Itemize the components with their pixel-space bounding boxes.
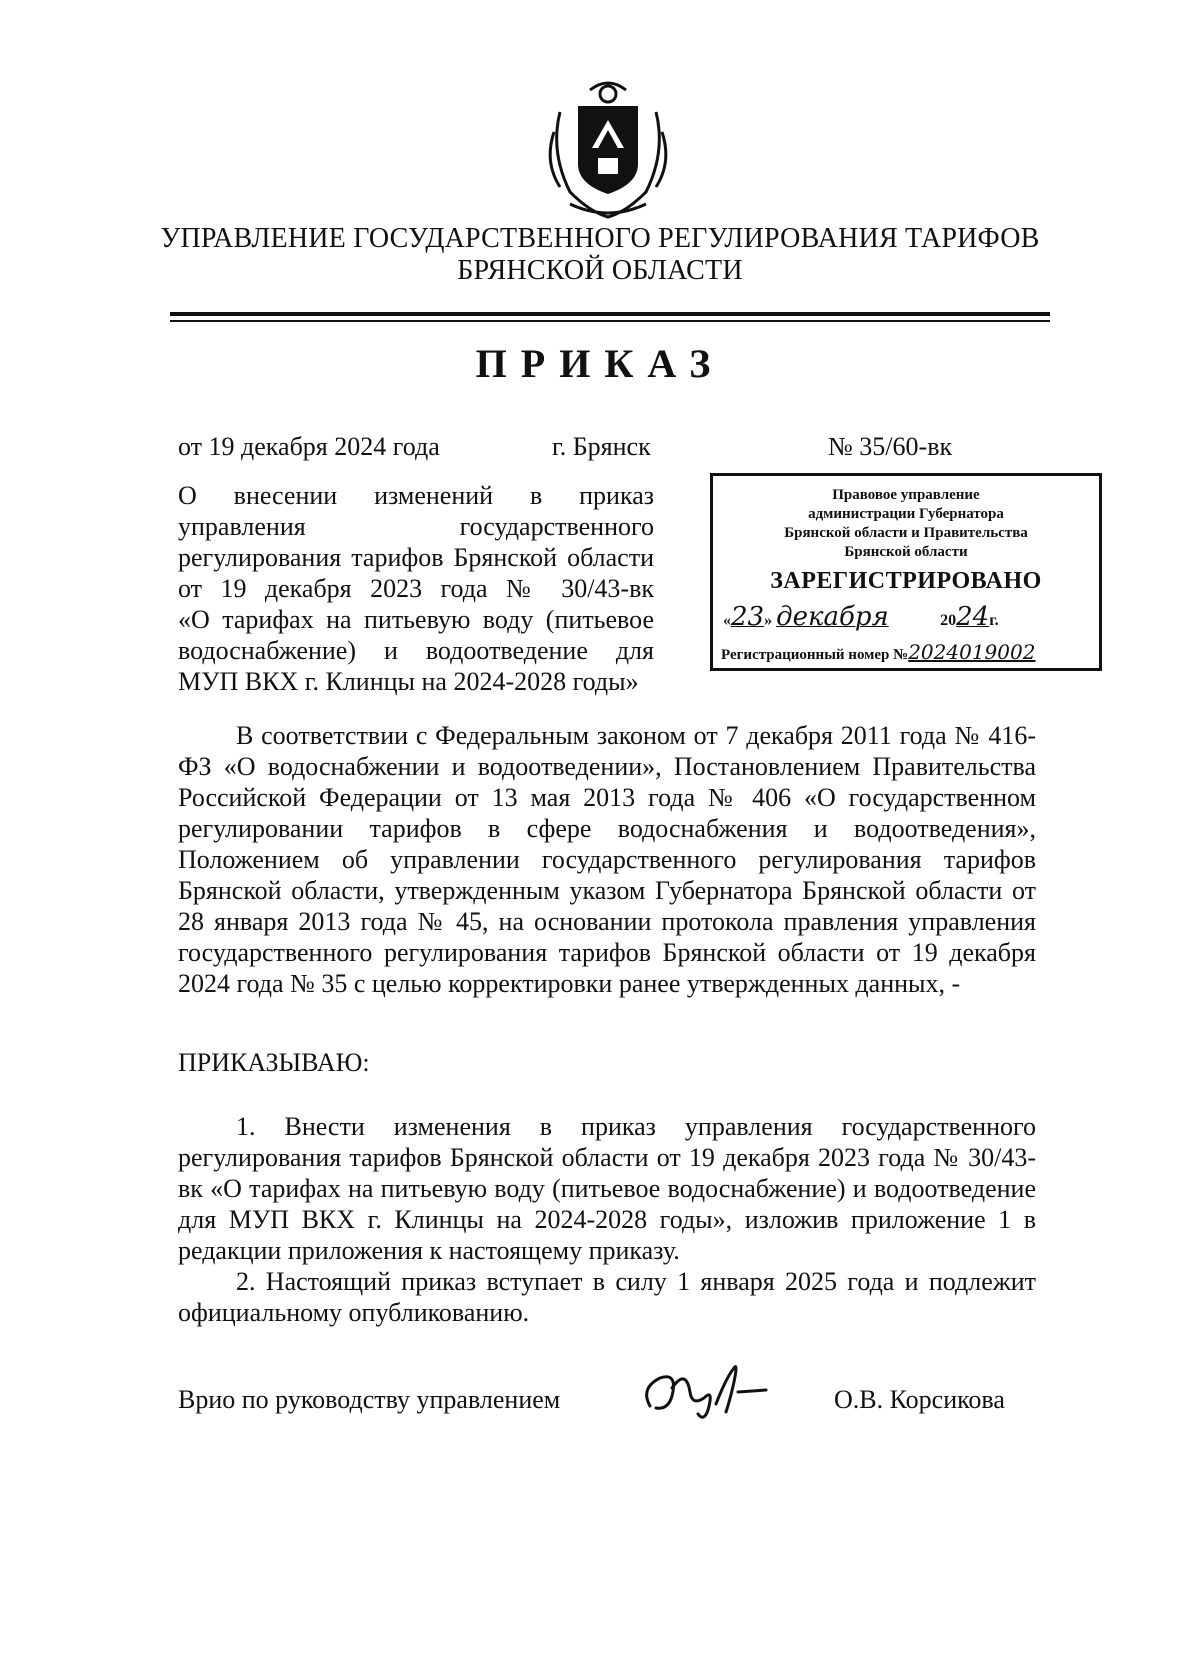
document-subject <box>178 480 654 697</box>
organization-name-line2: БРЯНСКОЙ ОБЛАСТИ <box>457 255 743 286</box>
document-title: ПРИКАЗ <box>475 341 725 386</box>
stamp-reg-number: 2024019002 <box>908 640 1036 664</box>
subject-line: МУП ВКХ г. Клинцы на 2024-2028 годы» <box>178 667 639 696</box>
coat-of-arms-emblem <box>540 72 676 222</box>
subject-line: управления государственного <box>178 512 654 541</box>
document-date: от 19 декабря 2024 года <box>178 432 440 461</box>
document-place: г. Брянск <box>552 432 651 461</box>
document-number: № 35/60-вк <box>828 432 953 461</box>
subject-line: водоснабжение) и водоотведение для <box>178 636 654 665</box>
order-item-1: 1. Внести изменения в приказ управления государственного регулирования тарифов Брянской области от 19 декабря 2023 года № 30/43-вк «О тарифах на питьевую воду (питьевое водоснабжение) и водоотведение для МУП ВКХ г. Клинцы на 2024-2028 годы», изложив приложение 1 в редакции приложения к настоящему приказу. <box>178 1112 1036 1265</box>
organization-name-line1: УПРАВЛЕНИЕ ГОСУДАРСТВЕННОГО РЕГУЛИРОВАНИЯ ТАРИФОВ <box>160 223 1040 254</box>
stamp-registration-line <box>713 640 1099 664</box>
header-divider-thin <box>170 320 1050 322</box>
stamp-year-suffix: 24 <box>956 602 990 632</box>
header-divider-thick <box>170 312 1050 316</box>
stamp-reg-label: Регистрационный номер № <box>721 647 909 663</box>
subject-line: от 19 декабря 2023 года № 30/43-вк <box>178 574 654 603</box>
order-item-2: 2. Настоящий приказ вступает в силу 1 января 2025 года и подлежит официальному опубликованию. <box>178 1267 1036 1327</box>
stamp-year-prefix: 20 <box>940 612 957 629</box>
subject-line: О внесении изменений в приказ <box>178 481 654 510</box>
stamp-registered-label: ЗАРЕГИСТРИРОВАНО <box>770 568 1042 594</box>
order-word: ПРИКАЗЫВАЮ: <box>178 1048 370 1077</box>
stamp-line: Брянской области и Правительства <box>784 525 1028 541</box>
stamp-line: Правовое управление <box>832 487 980 503</box>
stamp-day: 23 <box>731 602 765 632</box>
stamp-month: декабря <box>776 602 889 632</box>
signatory-name: О.В. Корсикова <box>834 1385 1005 1414</box>
stamp-date-line: «23» декабря 2024г. <box>723 602 999 632</box>
subject-line: регулирования тарифов Брянской области <box>178 543 654 572</box>
preamble-paragraph: В соответствии с Федеральным законом от 7 декабря 2011 года № 416-ФЗ «О водоснабжении и водоотведении», Постановлением Правительства Российской Федерации от 13 мая 2013 года № 406 «О государственном регулировании тарифов в сфере водоснабжения и водоотведения», Положением об управлении государственного регулирования тарифов Брянской области, утвержденным указом Губернатора Брянской области от 28 января 2013 года № 45, на основании протокола правления управления государственного регулирования тарифов Брянской области от 19 декабря 2024 года № 35 с целью корректировки ранее утвержденных данных, - <box>178 721 1036 998</box>
stamp-line: Брянской области <box>844 544 968 560</box>
registration-stamp <box>710 473 1102 671</box>
signatory-position: Врио по руководству управлением <box>178 1385 561 1414</box>
stamp-year-unit: г. <box>989 612 999 629</box>
handwritten-signature <box>638 1348 788 1428</box>
stamp-line: администрации Губернатора <box>808 506 1004 522</box>
subject-line: «О тарифах на питьевую воду (питьевое <box>178 605 654 634</box>
